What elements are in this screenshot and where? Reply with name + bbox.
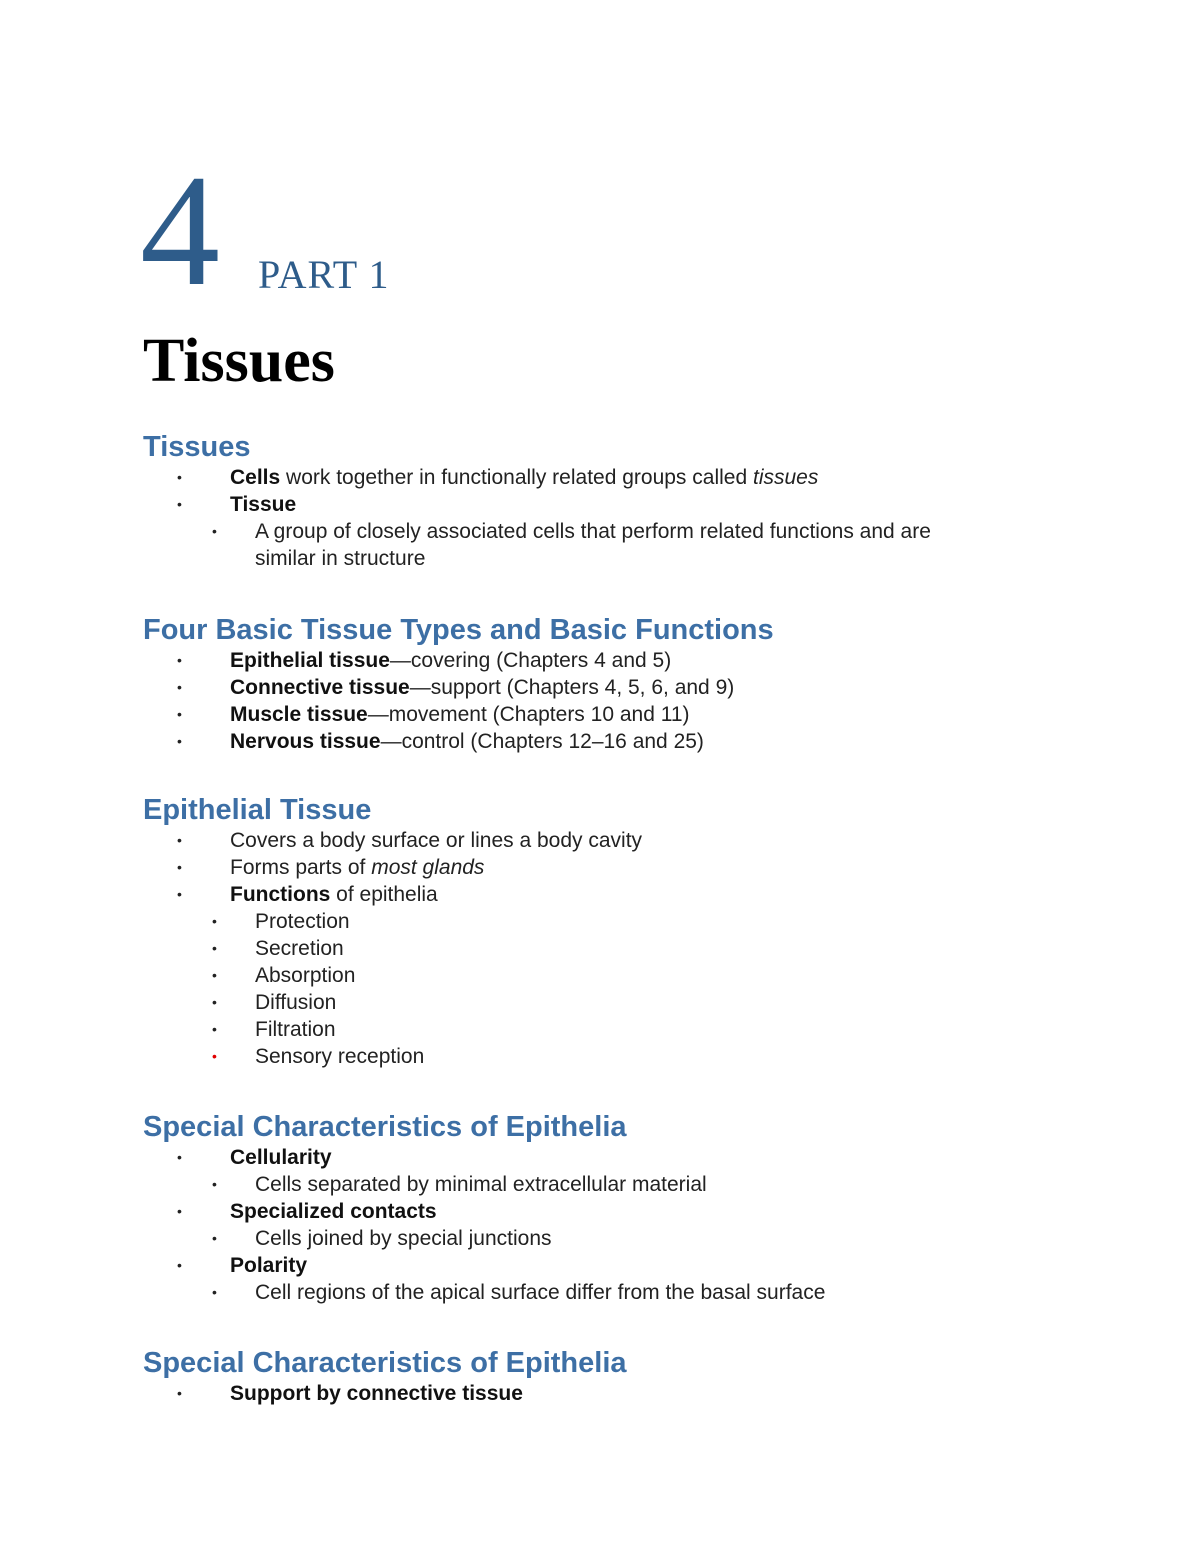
page-title: Tissues (143, 327, 335, 395)
bullet-icon: • (177, 832, 182, 848)
list-item: • Cell regions of the apical surface differ from the basal surface (212, 1281, 826, 1304)
section-heading: Four Basic Tissue Types and Basic Functions (143, 614, 774, 646)
part-label: PART 1 (258, 252, 390, 297)
section-special-characteristics-2 (143, 1346, 1143, 1407)
list-item: • Connective tissue—support (Chapters 4, 5, 6, and 9) (177, 676, 735, 699)
section-heading: Tissues (143, 431, 251, 463)
bullet-icon: • (177, 1149, 182, 1165)
list-item: • Cells work together in functionally related groups called tissues (177, 466, 819, 489)
bullet-icon: • (177, 706, 182, 722)
list-item: • Absorption (212, 964, 356, 987)
list-item: • Diffusion (212, 991, 337, 1014)
bullet-icon: • (212, 523, 217, 539)
list-item: • Tissue (177, 493, 297, 516)
list-item: • Specialized contacts (177, 1200, 437, 1223)
list-item: • Sensory reception (212, 1045, 425, 1068)
list-item: • Functions of epithelia (177, 883, 438, 906)
list-item: • Filtration (212, 1018, 336, 1041)
bullet-icon: • (212, 1048, 217, 1064)
list-item: • Polarity (177, 1254, 308, 1277)
section-tissues (143, 430, 1143, 572)
section-heading: Special Characteristics of Epithelia (143, 1347, 627, 1379)
list-item: • Cells joined by special junctions (212, 1227, 552, 1250)
bullet-icon: • (177, 1257, 182, 1273)
bullet-icon: • (177, 859, 182, 875)
list-item: • Covers a body surface or lines a body cavity (177, 829, 643, 852)
bullet-icon: • (212, 1021, 217, 1037)
bullet-icon: • (177, 733, 182, 749)
bullet-icon: • (212, 994, 217, 1010)
bullet-icon: • (177, 886, 182, 902)
bullet-icon: • (177, 496, 182, 512)
bullet-icon: • (177, 469, 182, 485)
list-item: • Forms parts of most glands (177, 856, 485, 879)
list-item: • A group of closely associated cells that perform related functions and are similar in structure (212, 520, 931, 570)
section-four-basic-types (143, 613, 1143, 755)
bullet-icon: • (177, 679, 182, 695)
bullet-icon: • (212, 1284, 217, 1300)
list-item: • Cellularity (177, 1146, 332, 1169)
bullet-icon: • (177, 652, 182, 668)
list-item: • Muscle tissue—movement (Chapters 10 and 11) (177, 703, 690, 726)
section-special-characteristics (143, 1110, 1143, 1306)
bullet-icon: • (212, 1176, 217, 1192)
chapter-number: 4 (140, 141, 220, 319)
list-item: • Protection (212, 910, 350, 933)
bullet-icon: • (212, 967, 217, 983)
section-heading: Special Characteristics of Epithelia (143, 1111, 627, 1143)
list-item: • Nervous tissue—control (Chapters 12–16 and 25) (177, 730, 704, 753)
bullet-icon: • (177, 1203, 182, 1219)
bullet-icon: • (212, 1230, 217, 1246)
list-item: • Cells separated by minimal extracellular material (212, 1173, 707, 1196)
section-heading: Epithelial Tissue (143, 794, 372, 826)
list-item: • Secretion (212, 937, 344, 960)
section-epithelial-tissue (143, 793, 1143, 1070)
bullet-icon: • (212, 913, 217, 929)
list-item: • Support by connective tissue (177, 1382, 523, 1405)
bullet-icon: • (212, 940, 217, 956)
bullet-icon: • (177, 1385, 182, 1401)
list-item: • Epithelial tissue—covering (Chapters 4 and 5) (177, 649, 672, 672)
